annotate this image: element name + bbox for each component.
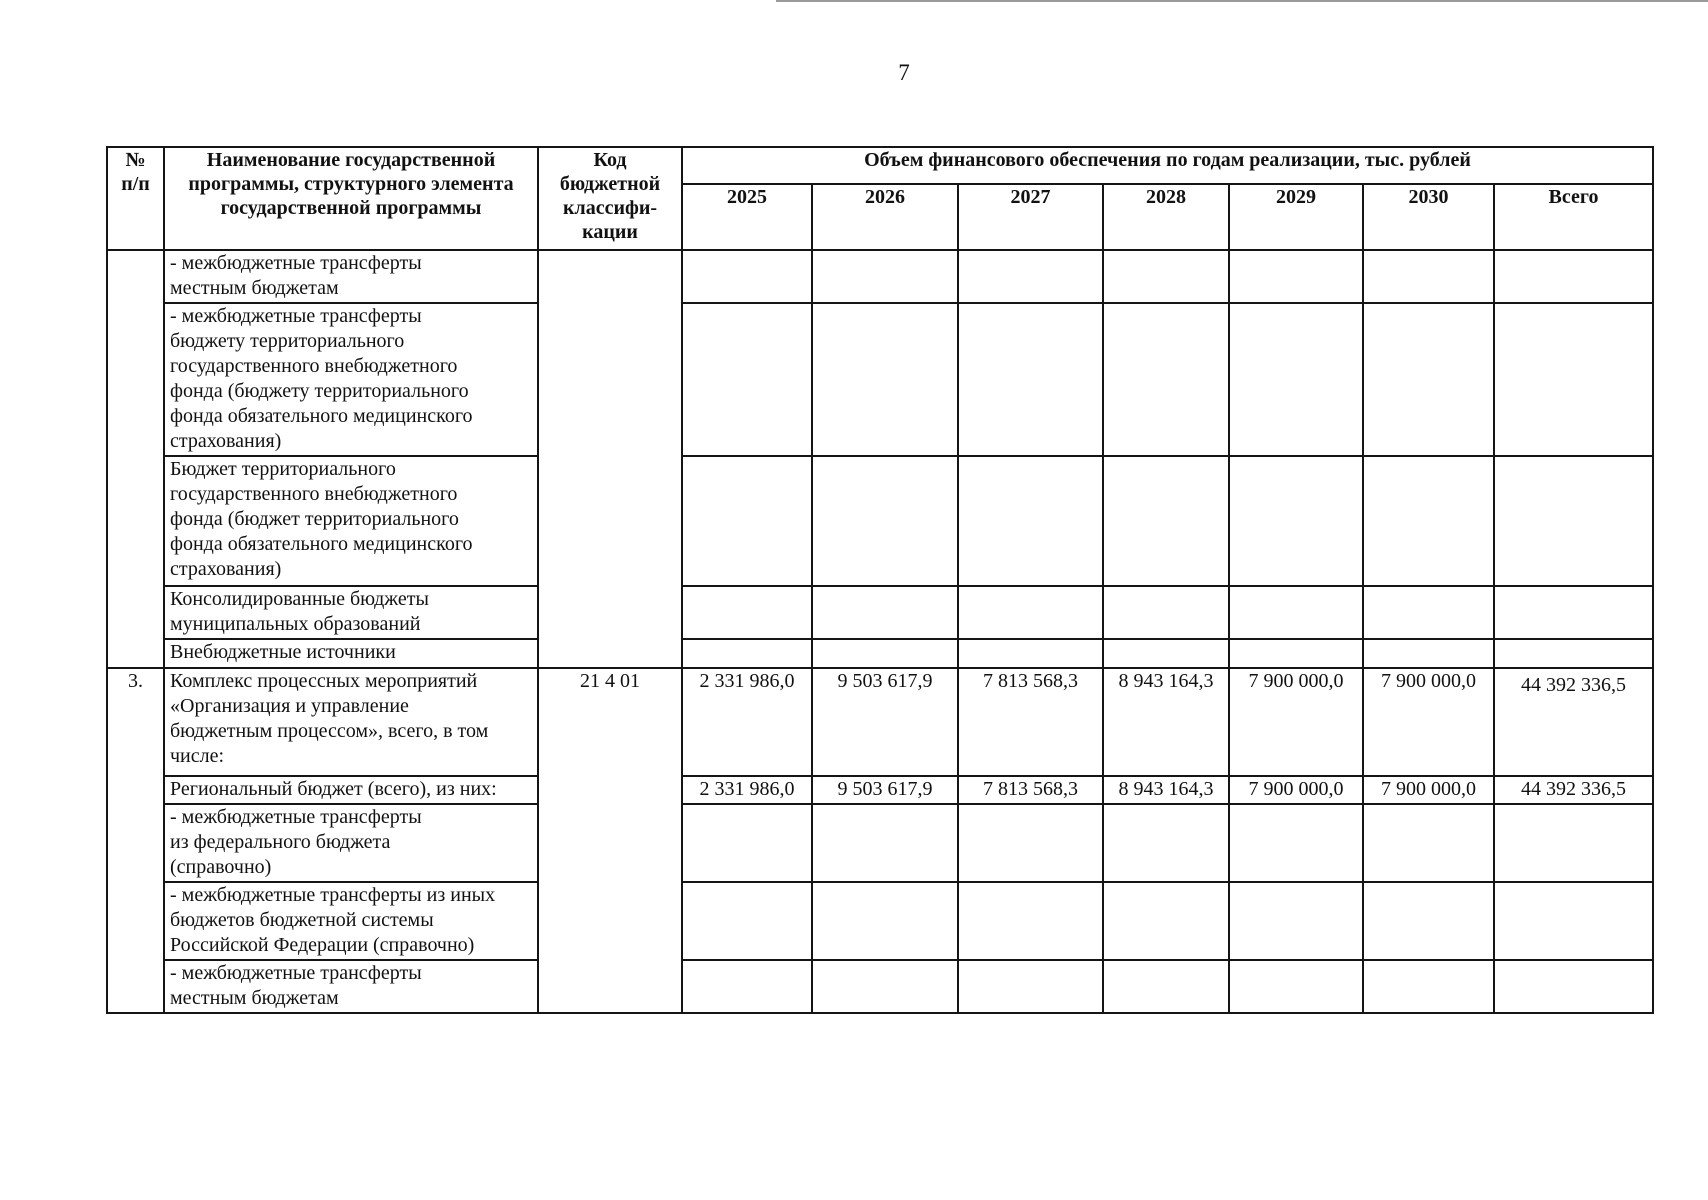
value-cell [1363,639,1494,668]
value-cell [1103,639,1229,668]
value-cell [812,882,958,960]
value-cell [1363,303,1494,456]
value-2029: 7 900 000,0 [1229,668,1363,776]
row-name: Региональный бюджет (всего), из них: [164,776,538,804]
header-year: 2025 [682,184,812,250]
table-row [107,639,1653,668]
value-cell [1103,456,1229,586]
value-cell [1494,960,1653,1013]
value-cell [682,586,812,639]
value-cell [812,960,958,1013]
value-cell [682,639,812,668]
value-cell [958,456,1103,586]
index-cell [107,250,164,668]
header-year-total: Всего [1494,184,1653,250]
table-row [107,456,1653,586]
header-index: № п/п [107,147,164,250]
value-cell [1494,639,1653,668]
value-cell [682,456,812,586]
table-row [107,586,1653,639]
table-row [107,882,1653,960]
header-year: 2026 [812,184,958,250]
value-2030: 7 900 000,0 [1363,776,1494,804]
header-year: 2029 [1229,184,1363,250]
value-cell [1363,250,1494,303]
value-2029: 7 900 000,0 [1229,776,1363,804]
value-cell [958,804,1103,882]
value-cell [812,639,958,668]
value-cell [812,456,958,586]
value-cell [1363,960,1494,1013]
value-cell [1103,804,1229,882]
value-cell [958,882,1103,960]
header-name: Наименование государственной программы, структурного элемента государственной программы [164,147,538,250]
header-volume: Объем финансового обеспечения по годам реализации, тыс. рублей [682,147,1653,184]
value-2027: 7 813 568,3 [958,668,1103,776]
header-year: 2028 [1103,184,1229,250]
value-cell [1103,882,1229,960]
value-cell [682,960,812,1013]
value-cell [812,586,958,639]
table-row [107,804,1653,882]
row-code: 21 4 01 [538,668,682,1013]
row-name: - межбюджетные трансферты бюджету территориального государственного внебюджетного фонда (бюджету территориального фонда обязательного медицинского страхования) [164,303,538,456]
value-cell [958,586,1103,639]
value-cell [1494,456,1653,586]
value-cell [682,882,812,960]
value-2026: 9 503 617,9 [812,776,958,804]
value-cell [812,804,958,882]
value-cell [812,250,958,303]
row-name: - межбюджетные трансферты из федерального бюджета (справочно) [164,804,538,882]
value-cell [1229,586,1363,639]
value-cell [1494,250,1653,303]
value-cell [1494,586,1653,639]
row-index: 3. [107,668,164,1013]
value-2028: 8 943 164,3 [1103,776,1229,804]
value-cell [1363,882,1494,960]
financing-table [106,146,1654,1014]
value-2030: 7 900 000,0 [1363,668,1494,776]
value-cell [1229,303,1363,456]
value-cell [1229,250,1363,303]
value-cell [1363,804,1494,882]
value-total: 44 392 336,5 [1494,776,1653,804]
value-cell [1229,639,1363,668]
value-cell [1229,882,1363,960]
value-cell [682,250,812,303]
value-cell [1103,586,1229,639]
value-cell [1363,456,1494,586]
row-name: - межбюджетные трансферты местным бюджетам [164,250,538,303]
table-row [107,960,1653,1013]
value-cell [1103,250,1229,303]
table-row [107,668,1653,776]
value-cell [812,303,958,456]
row-name: Бюджет территориального государственного внебюджетного фонда (бюджет территориального фонда обязательного медицинского страхования) [164,456,538,586]
value-cell [958,250,1103,303]
row-name: - межбюджетные трансферты местным бюджетам [164,960,538,1013]
header-row-1 [107,147,1653,184]
value-2025: 2 331 986,0 [682,776,812,804]
value-cell [1494,882,1653,960]
value-total: 44 392 336,5 [1494,668,1653,776]
value-2025: 2 331 986,0 [682,668,812,776]
value-cell [1494,303,1653,456]
value-cell [1494,804,1653,882]
value-cell [1363,586,1494,639]
table-row [107,776,1653,804]
value-2027: 7 813 568,3 [958,776,1103,804]
row-name: Комплекс процессных мероприятий «Организация и управление бюджетным процессом», всего, в том числе: [164,668,538,776]
header-year: 2027 [958,184,1103,250]
value-cell [1229,960,1363,1013]
row-name: - межбюджетные трансферты из иных бюджетов бюджетной системы Российской Федерации (справочно) [164,882,538,960]
table-row [107,303,1653,456]
value-cell [1103,303,1229,456]
value-cell [1103,960,1229,1013]
row-name: Консолидированные бюджеты муниципальных образований [164,586,538,639]
value-2028: 8 943 164,3 [1103,668,1229,776]
value-2026: 9 503 617,9 [812,668,958,776]
value-cell [958,639,1103,668]
value-cell [958,960,1103,1013]
table-row [107,250,1653,303]
header-code: Код бюджетной классифи-кации [538,147,682,250]
value-cell [958,303,1103,456]
page-number: 7 [898,60,910,85]
code-cell [538,250,682,668]
header-year: 2030 [1363,184,1494,250]
row-name: Внебюджетные источники [164,639,538,668]
value-cell [682,303,812,456]
scan-edge-line [776,0,1708,2]
value-cell [1229,456,1363,586]
value-cell [682,804,812,882]
value-cell [1229,804,1363,882]
